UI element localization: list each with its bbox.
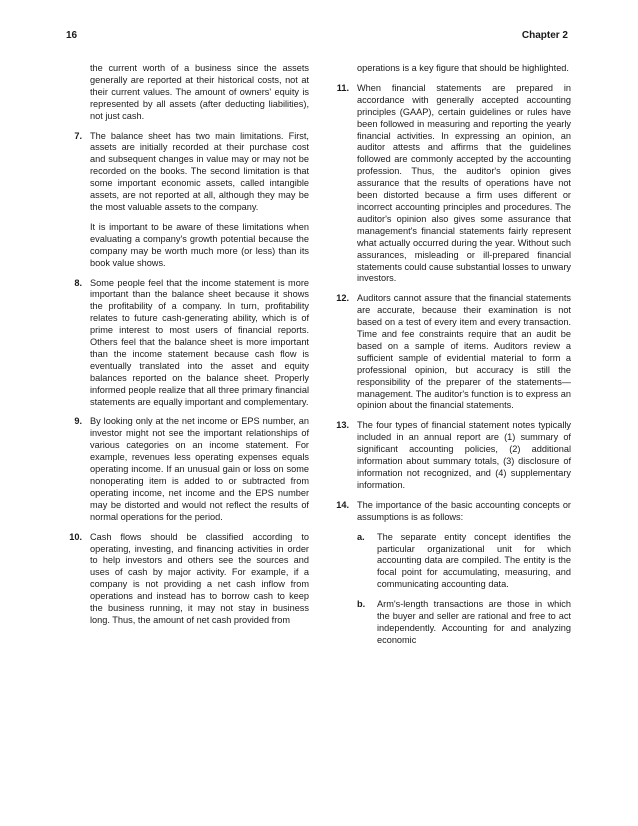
sub-item-text: The separate entity concept identifies the particular organizational unit for which accounting data are compiled. The entity is the focal point for accumulating, measuring, and communicating accounting data. — [377, 531, 571, 590]
paragraph: operations is a key figure that should be highlighted. — [357, 63, 569, 73]
item-number: 8. — [74, 277, 82, 288]
item-number: 10. — [69, 531, 82, 542]
page-number: 16 — [66, 30, 78, 41]
paragraph: Auditors cannot assure that the financial statements are accurate, because their examination is not based on a test of every item and every transaction. Time and fee constraints require that an audit be based on a sample of items. Auditors review a sufficient sample of evidential material to form a professional opinion, but accuracy is still the responsibility of the preparer of the statements—management. The auditor's function is to express an opinion about the financial statements. — [357, 293, 571, 411]
sub-item-b — [357, 599, 571, 647]
sub-item-text: Arm's-length transactions are those in which the buyer and seller are rational and free to act independently. Accounting for and analyzing economic — [377, 599, 571, 645]
answer-item-11 — [329, 83, 571, 285]
sub-item-letter: a. — [357, 531, 365, 542]
answer-item-8 — [62, 278, 309, 409]
item-number: 13. — [336, 420, 349, 431]
answer-item-13 — [329, 420, 571, 491]
paragraph: Some people feel that the income statement is more important than the balance sheet because it shows the profitability of a company. In turn, profitability relates to future cash-generating ability, which is of prime interest to most users of financial reports. Others feel that the balance sheet is more important than the income statement because cash flow is eventually translated into the asset and equity balances reported on the balance sheet. Properly informed people realize that all three primary financial statements are equally important and complementary. — [90, 277, 309, 407]
paragraph: The balance sheet has two main limitations. First, assets are initially recorded at their purchase cost and subsequent changes in value may or may not be recorded on the books. The second limitation is that some important economic assets, called intangible assets, are not reported at all, although they may be the most valuable assets to the company. — [90, 130, 309, 212]
continued-paragraph — [62, 63, 309, 123]
sub-item-letter: b. — [357, 599, 366, 610]
answer-item-10 — [62, 532, 309, 627]
paragraph: It is important to be aware of these limitations when evaluating a company's growth potential because the company may be worth much more (or less) than its book value shows. — [90, 221, 309, 268]
paragraph: When financial statements are prepared in accordance with generally accepted accounting principles (GAAP), certain guidelines or rules have been followed in measuring and reporting the yearly financial activities. In expressing an opinion, an auditor attests and affirms that the guidelines followed are commonly accepted by the accounting profession. Thus, the auditor's opinion gives assurance that the results of operations have not been distorted because a firm uses different or incorrect accounting principles and procedures. The auditor's opinion also gives some assurance that management's financial statements fairly represent what actually occurred during the year. Without such assurances, misleading or ill-prepared financial statements could cause substantial losses to unwary investors. — [357, 82, 571, 284]
sub-item-a — [357, 532, 571, 592]
item-number: 12. — [336, 293, 349, 304]
paragraph: By looking only at the net income or EPS number, an investor might not see the important relationships of various categories on an income statement. For example, revenues less operating expenses equals operating income. If an unusual gain or loss on some nonoperating item is added to or subtracted from operating income, net income and the EPS number may be distorted and would not reflect the results of normal operations for the period. — [90, 416, 309, 522]
item-number: 14. — [336, 499, 349, 510]
item-number: 11. — [336, 82, 349, 93]
answer-item-12 — [329, 293, 571, 412]
paragraph: the current worth of a business since the assets generally are reported at their historical costs, not at their current values. The amount of owners' equity is represented by all assets (after deducting liabilities), not just cash. — [90, 63, 309, 121]
left-column — [62, 63, 309, 635]
item-number: 9. — [74, 416, 82, 427]
right-column — [329, 63, 571, 655]
item-number: 7. — [74, 130, 82, 141]
chapter-label: Chapter 2 — [521, 30, 568, 41]
paragraph: The importance of the basic accounting concepts or assumptions is as follows: — [357, 499, 571, 522]
paragraph: Cash flows should be classified according to operating, investing, and financing activities in order to help investors and others see the sources and uses of cash by major activity. For example, if a company is not providing a net cash inflow from operations and instead has to borrow cash to keep the business running, it may not stay in business long. Thus, the amount of net cash provided from — [90, 531, 309, 625]
continued-paragraph — [329, 63, 571, 75]
answer-item-9 — [62, 416, 309, 523]
answer-item-14 — [329, 500, 571, 647]
paragraph: The four types of financial statement notes typically included in an annual report are (1) summary of significant accounting policies, (2) additional information about summary totals, (3) disclosure of information not recognized, and (4) supplementary information. — [357, 420, 571, 490]
answer-item-7 — [62, 131, 309, 270]
